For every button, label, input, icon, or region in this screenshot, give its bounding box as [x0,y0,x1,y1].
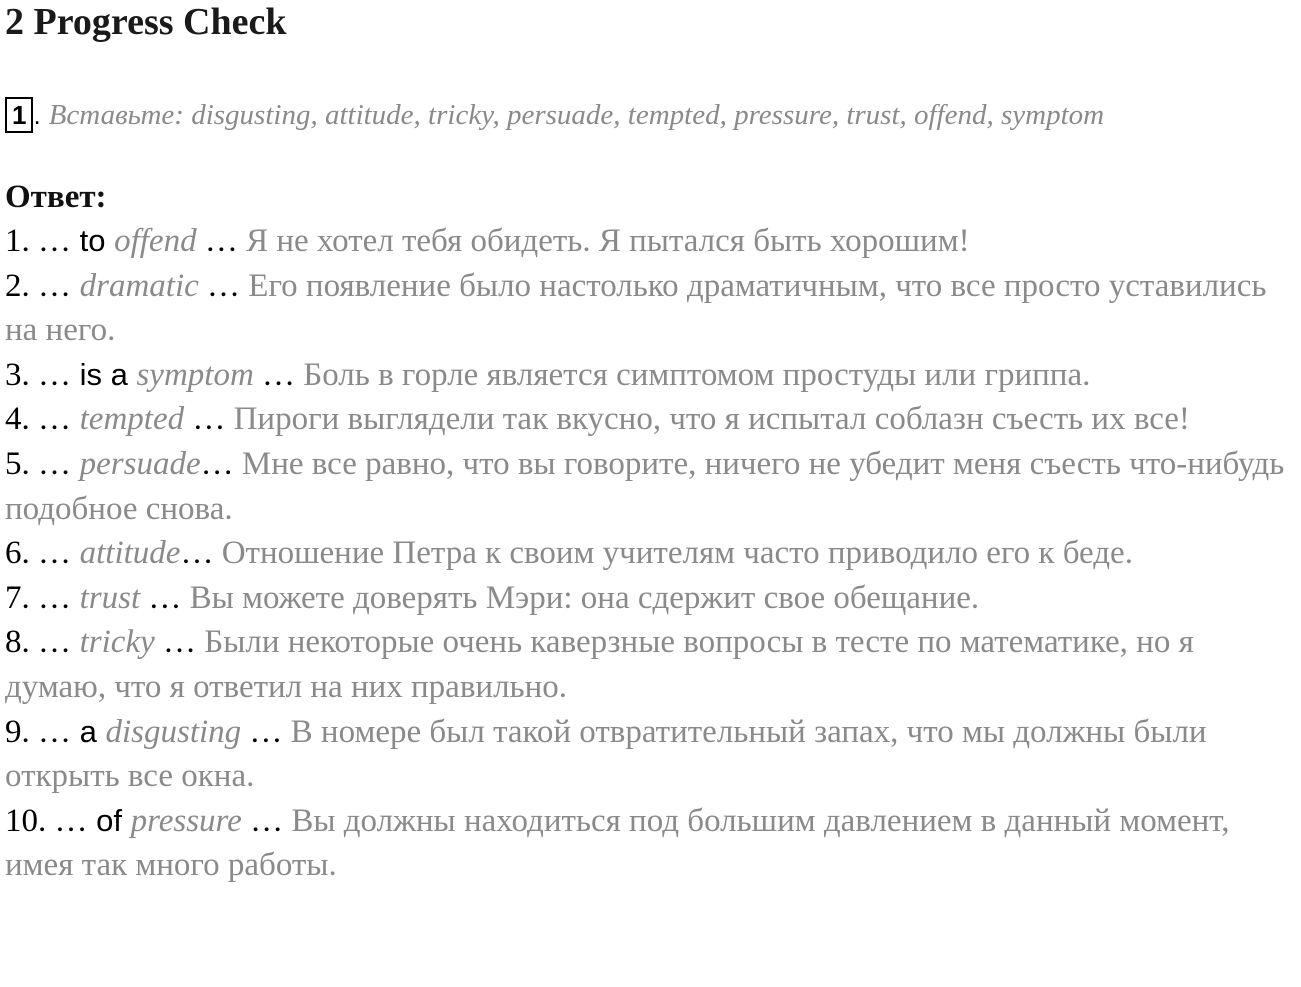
task-instruction-text: Вставьте: disgusting, attitude, tricky, persuade, tempted, pressure, trust, offend, symptom [48,99,1105,131]
answer-item [5,442,1299,531]
answer-number: 4. … [5,401,71,438]
answer-prefix: is a [71,356,137,392]
answer-translation: В номере был такой отвратительный запах, что мы должны были открыть все окна. [5,713,1207,795]
answer-item [5,397,1299,442]
answer-prefix: a [71,713,106,749]
answer-word: disgusting [105,713,242,750]
answer-number: 8. … [5,624,71,661]
task-number-dot: . [33,100,41,130]
answer-ellipsis: … [196,223,247,259]
task-number-box: 1 [5,97,33,133]
answer-number: 9. … [5,713,71,750]
answer-prefix [71,401,80,436]
answer-label: Ответ: [5,179,107,215]
answer-translation: Вы можете доверять Мэри: она сдержит свое обещание. [189,579,980,616]
page-title: 2 Progress Check [5,1,287,43]
answer-translation: Его появление было настолько драматичным, что все просто уставились на него. [5,267,1267,349]
answer-item [5,353,1299,398]
answer-item [5,531,1299,576]
answer-translation: Были некоторые очень каверзные вопросы в тесте по математике, но я думаю, что я ответил на них правильно. [5,624,1194,705]
answer-word: symptom [136,356,254,393]
page [5,0,1299,888]
answer-list [5,219,1299,888]
answer-item [5,576,1299,621]
answer-word: dramatic [79,267,199,304]
answer-word: pressure [130,802,242,839]
answer-ellipsis: … [241,802,292,839]
answer-ellipsis: … [198,267,249,304]
answer-word: tempted [79,401,185,438]
answer-prefix [71,446,80,481]
answer-word: persuade [79,445,201,482]
answer-word: attitude [79,535,181,572]
answer-number: 3. … [5,356,71,393]
task-instruction [5,93,1299,137]
answer-translation: Вы должны находиться под большим давлением в данный момент, имея так много работы. [5,802,1230,884]
answer-word: tricky [79,624,155,661]
answer-prefix [71,535,80,570]
answer-prefix [71,624,80,659]
answer-ellipsis: … [184,401,234,438]
answer-item [5,799,1299,888]
answer-translation: Мне все равно, что вы говорите, ничего не убедит меня съесть что-нибудь подобное снова. [5,445,1285,527]
answer-number: 6. … [5,535,71,572]
answer-number: 7. … [5,579,71,616]
answer-translation: Я не хотел тебя обидеть. Я пытался быть хорошим! [246,223,970,259]
answer-item [5,710,1299,799]
answer-ellipsis: … [154,624,205,661]
answer-ellipsis: … [180,535,222,572]
answer-translation: Боль в горле является симптомом простуды или гриппа. [303,356,1091,393]
answer-number: 10. … [5,802,88,839]
answer-ellipsis: … [253,356,304,393]
answer-ellipsis: … [241,713,291,750]
answer-ellipsis: … [140,579,190,616]
answer-number: 1. … [5,223,71,259]
answer-ellipsis: … [200,445,242,482]
answer-number: 2. … [5,267,71,304]
answer-item [5,219,1299,264]
answer-prefix: to [71,223,115,258]
answer-item [5,620,1299,709]
answer-number: 5. … [5,445,71,482]
answer-item [5,264,1299,353]
answer-word: offend [114,223,197,259]
answer-translation: Отношение Петра к своим учителям часто приводило его к беде. [221,535,1133,572]
answer-prefix [71,580,80,615]
answer-word: trust [79,579,141,616]
answer-prefix [71,268,80,303]
answer-prefix: of [87,802,131,838]
answer-translation: Пироги выглядели так вкусно, что я испытал соблазн съесть их все! [233,401,1190,438]
